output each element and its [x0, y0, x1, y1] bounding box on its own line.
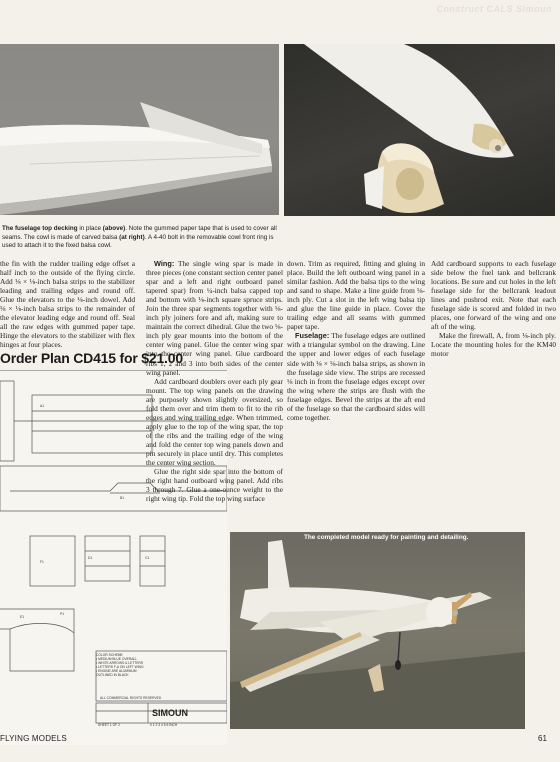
- paragraph: the fin with the rudder trailing edge offset a half inch to the outside of the flying circle. Add ⅛ × ⅛-inch balsa strips to the stabilizer leading and trailing edges and round off. Glue the elevators to the ⅛-inch dowel. Add ⅛ × ⅛-inch balsa strips to the remainder of the elevator leading edge and round off. Seal all the raw edges with gummed paper tape. Hinge the elevators to the stabilizer with flex hinges at four places.: [0, 259, 135, 350]
- plan-label-p1: P1: [60, 612, 65, 616]
- removable-cowl-photo: [284, 44, 555, 216]
- plan-label-f1: F1: [40, 560, 44, 564]
- paragraph: Add cardboard supports to each fuselage side below the fuel tank and bellcrank locations. Be sure and cut holes in the left fuselage side for the bellcrank leadout lines and pushrod exit. Note that each fuselage side is scored and folded in two places, one forward of the wing and one aft of the wing.: [431, 259, 556, 332]
- plan-label-d1: D1: [88, 556, 93, 560]
- fuselage-tail-illustration: [0, 44, 279, 215]
- magazine-name: FLYING MODELS: [0, 734, 67, 743]
- paragraph: The single wing spar is made in three pieces (one constant section center panel spar and a left and right outboard panel tapered spar) from ¼-inch balsa capped top and bottom with ⅛-inch square spruce strips. Join the three spar segments together with ⅛-inch ply joiners fore and aft, making sure to maintain the correct dihedral. Glue the two ⅛-inch ply gear mounts into the bottom of the center wing panel. Glue the center wing spar into the center wing panel. Glue cardboard ribs 1, 2 and 3 into both sides of the center wing panel.: [146, 259, 283, 377]
- plan-note: • ENGINE ARE ALUMINUM: [96, 669, 137, 673]
- plan-color-scheme: [96, 653, 216, 677]
- completed-model-caption: The completed model ready for painting and detailing.: [304, 534, 469, 541]
- paragraph: The fuselage edges are outlined with a triangular symbol on the drawing. Line the upper and lower edges of each fuselage side with ⅛ × ⅛-inch balsa strips, as shown in the fuselage side view. The strips are recessed ⅛ inch in from the fuselage edges except over the wing where the strips are flush with the fuselage edges. Bevel the strips at the aft end of the fuselage so that the cardboard sides will come together.: [287, 331, 425, 422]
- plan-note: COLOR SCHEME: [96, 653, 123, 657]
- article-column-left: [0, 259, 135, 349]
- caption-text-3: . A 4-40 bolt in the removable cowl front ring is used to attach it to the fixed balsa cowl.: [2, 233, 274, 250]
- plan-label-a1: A1: [40, 404, 45, 408]
- plan-label-c1: C1: [145, 556, 150, 560]
- caption-text-2: . Note the gummed paper tape that is used to cover all seams. The cowl is made of carved balsa: [2, 225, 277, 241]
- paragraph: Glue the right side spar into the bottom of the right hand outboard wing panel. Add ribs 3 through 7. Glue a one-ounce weight to the right wing tip. Fold the top wing surface: [146, 467, 283, 504]
- paragraph: Make the firewall, A, from ⅛-inch ply. Locate the mounting holes for the KM40 motor: [431, 331, 556, 359]
- model-airplane-illustration: [230, 532, 525, 729]
- page-kicker: Construct CALS Simoun: [436, 4, 552, 14]
- cowl-illustration: [284, 44, 555, 216]
- article-column-right: [287, 259, 425, 422]
- plan-note: • WHITE ARROWS & LETTERS: [96, 661, 144, 665]
- plan-scale: 0 1 2 3 4 5 6 INCH: [150, 723, 178, 727]
- paragraph: Add cardboard doublers over each ply gear mount. The top wing panels on the drawing are purposely shown slightly oversized, so fold them over and trim them to fit to the rib edges and wing trailing edge. When trimmed, apply glue to the top of the wing spar, the top of the ribs and the trailing edge of the wing and fold the center top wing panels down and pin securely in place until dry. This completes the center wing section.: [146, 376, 283, 468]
- paragraph: down. Trim as required, fitting and gluing in place. Build the left outboard wing panel in a similar fashion. Add the balsa tips to the wing and sand to shape. Make a line guide from ⅛-inch ply. Cut a slot in the left wing balsa tip and glue the line guide in place. Cover the trailing edge and all seams with gummed paper tape.: [287, 259, 425, 332]
- plan-label-b1: B1: [120, 496, 125, 500]
- plan-note: OUTLINED IN BLACK: [96, 673, 129, 677]
- plan-title: SIMOUN: [152, 708, 188, 718]
- plan-sheet: SHEET 1 OF 2: [98, 723, 120, 727]
- section-heading-fuselage: Fuselage:: [295, 331, 330, 341]
- caption-lead: The fuselage top decking: [2, 225, 78, 232]
- caption-above: (above): [102, 225, 126, 232]
- page-number: 61: [538, 734, 547, 743]
- completed-model-photo: [230, 532, 525, 729]
- article-column-right-2: [431, 259, 556, 359]
- fuselage-top-decking-photo: [0, 44, 279, 215]
- photo-caption: [2, 225, 280, 251]
- plan-label-e1: E1: [20, 615, 25, 619]
- article-column-middle: [146, 259, 283, 533]
- plan-note: • LETTERS F-A ON LEFT WING: [96, 665, 144, 669]
- section-heading-wing: Wing:: [154, 259, 175, 268]
- order-plan-heading: Order Plan CD415 for $21.00: [0, 350, 183, 366]
- caption-at-right: (at right): [119, 233, 145, 241]
- caption-text-1: in place: [77, 225, 103, 232]
- plan-rights: ALL COMMERCIAL RIGHTS RESERVED: [100, 696, 162, 700]
- plan-note: • MEDIUM BLUE OVERALL: [96, 657, 138, 661]
